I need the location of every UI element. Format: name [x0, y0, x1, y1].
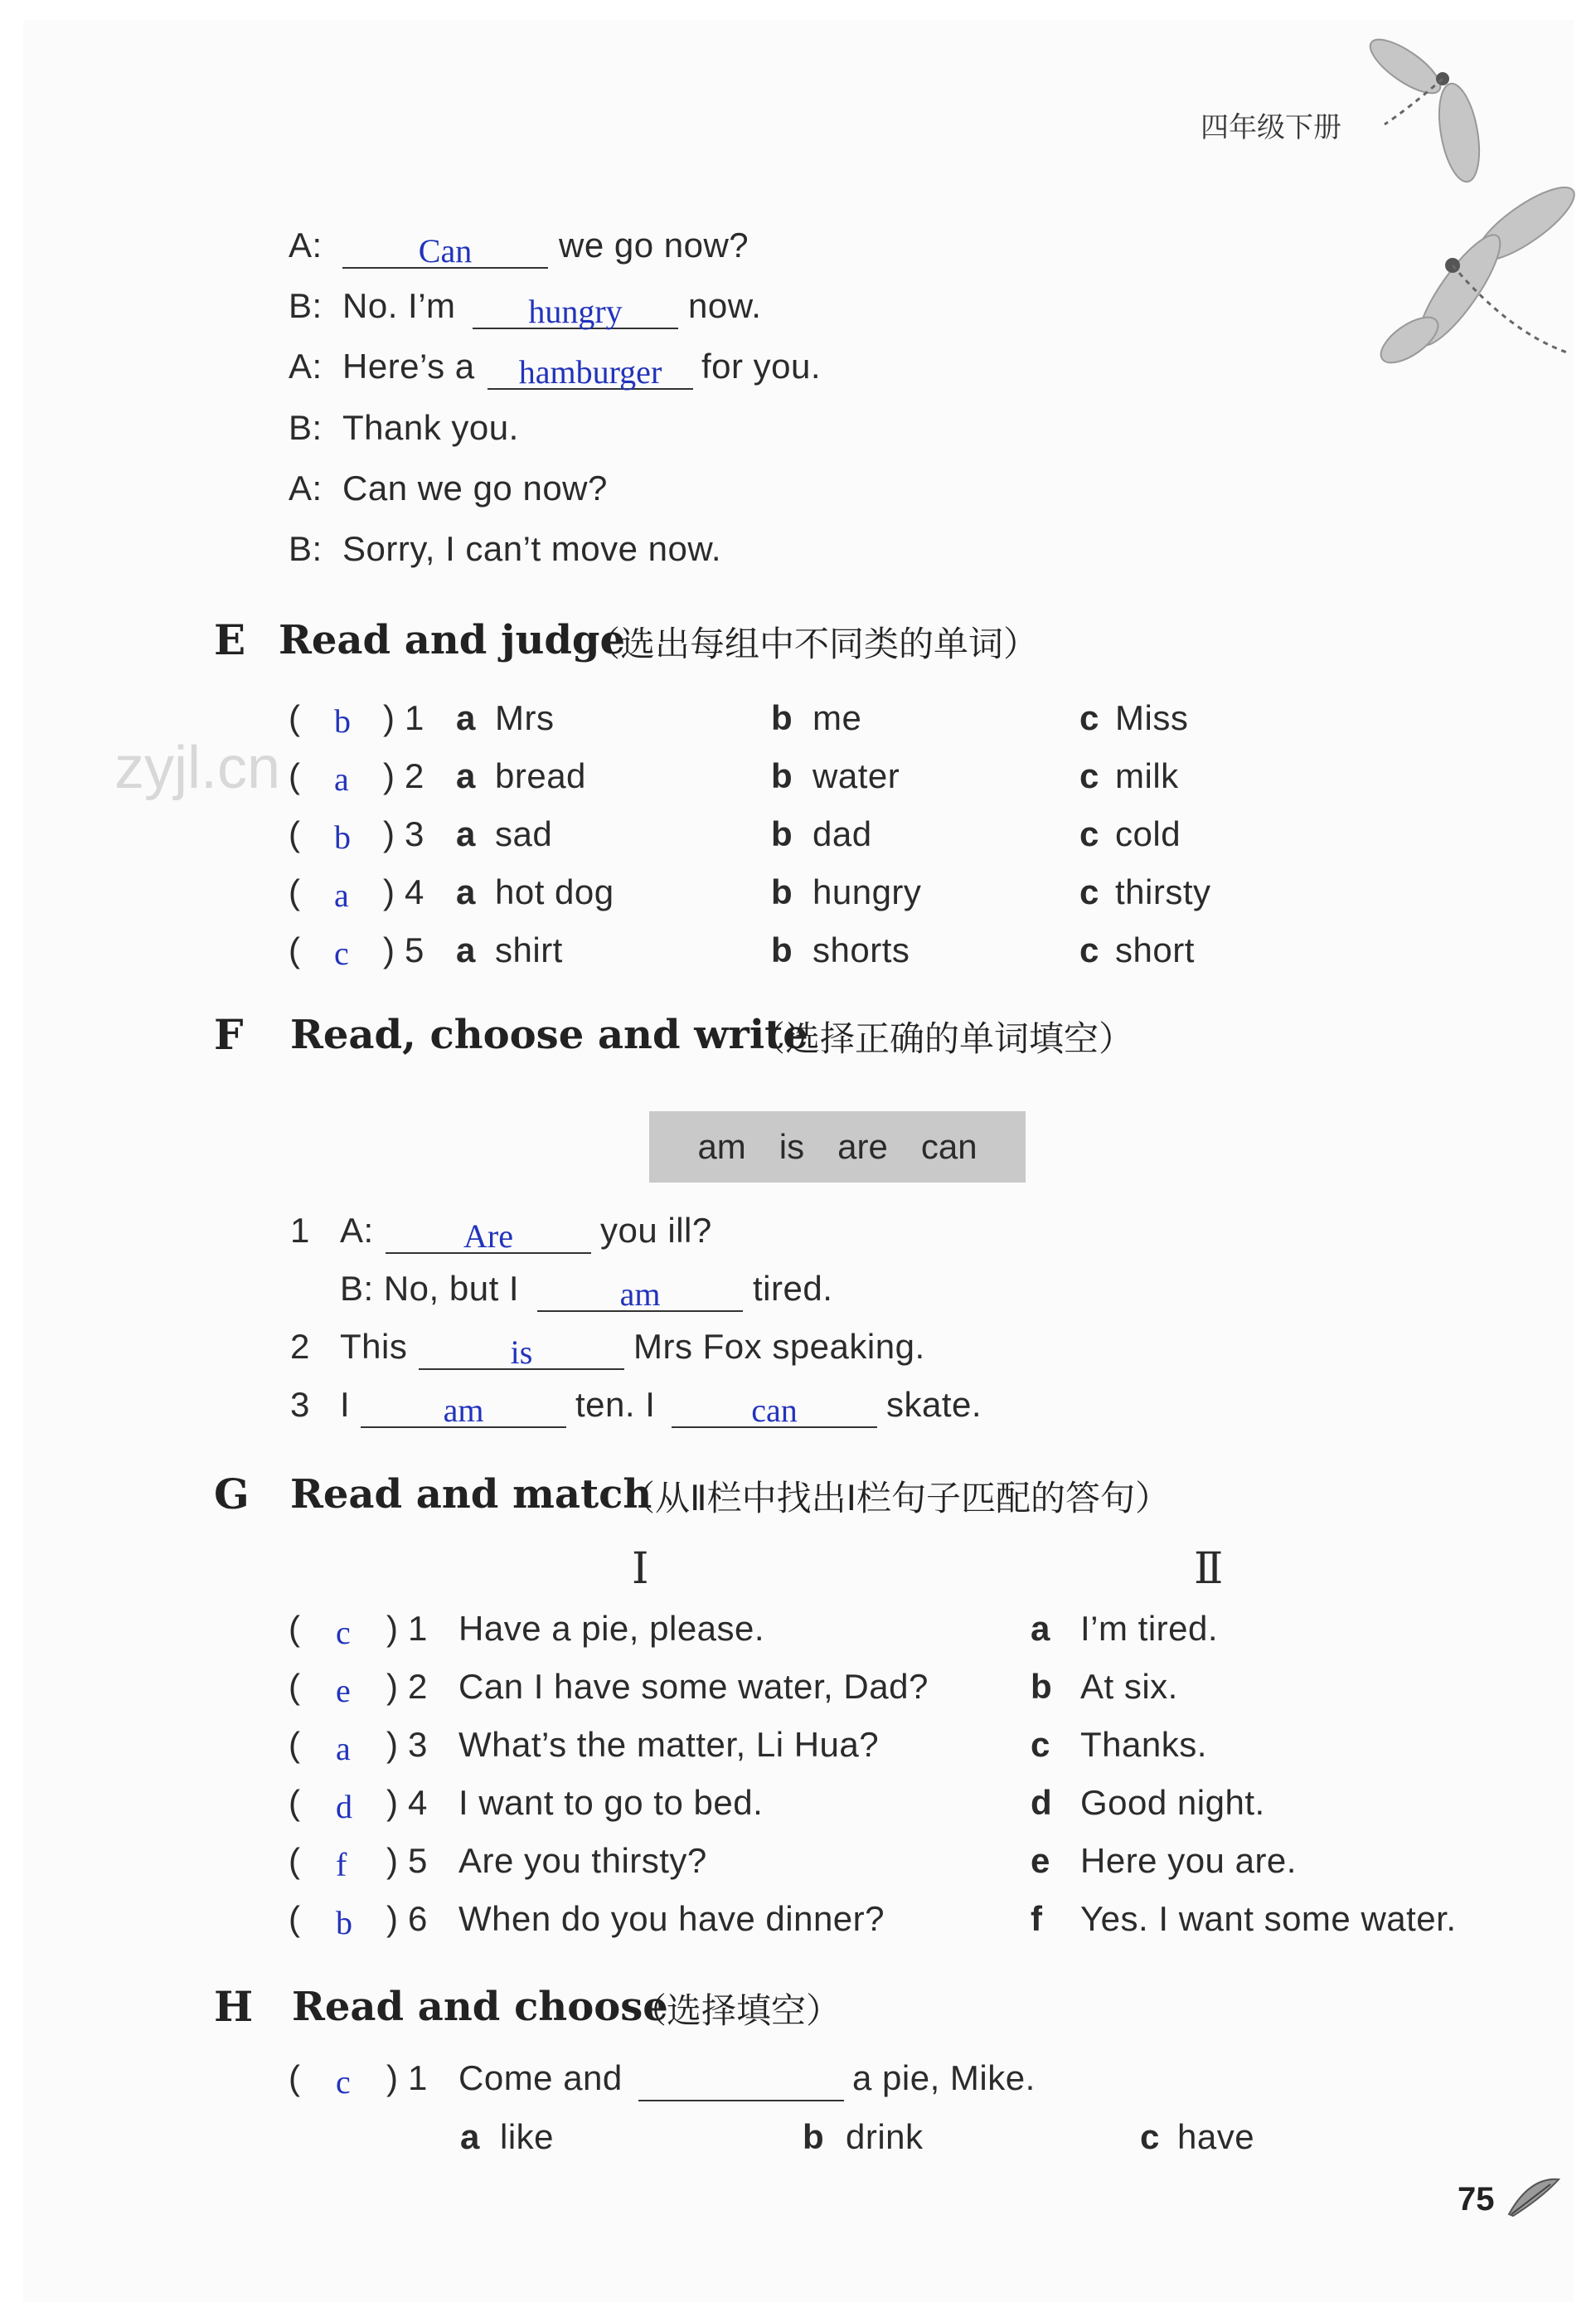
option-letter: a: [456, 814, 476, 853]
answer-paren-close: ): [386, 1667, 398, 1706]
handwritten-answer: am: [619, 1275, 661, 1313]
section-letter: F: [214, 1010, 244, 1059]
item-number: 1: [408, 1609, 428, 1648]
answer-paren-open: (: [289, 1841, 300, 1880]
dialogue-text: we go now?: [559, 226, 749, 265]
option-letter: a: [456, 698, 476, 737]
handwritten-answer: a: [334, 877, 349, 914]
handwritten-answer: is: [510, 1333, 533, 1371]
handwritten-answer: c: [334, 935, 349, 972]
answer-blank: [386, 1211, 591, 1254]
page-number: 75: [1458, 2181, 1495, 2218]
question-text: Come and: [458, 2058, 623, 2097]
section-title: Read and match: [290, 1471, 652, 1518]
option-letter: c: [1079, 814, 1099, 853]
answer-paren-close: ): [386, 1609, 398, 1648]
section-letter: H: [214, 1982, 254, 2031]
answer-paren-open: (: [289, 814, 300, 853]
answer-paren-open: (: [289, 756, 300, 795]
option-text: Mrs: [495, 698, 555, 737]
option-letter: a: [460, 2117, 480, 2156]
answer-paren-open: (: [289, 1783, 300, 1822]
section-title: Read, choose and write: [290, 1012, 808, 1058]
option-text: short: [1115, 930, 1195, 969]
dialogue-text: Thank you.: [342, 408, 519, 447]
dialogue-speaker: A:: [289, 347, 323, 386]
question-text: B: No, but I: [340, 1269, 520, 1308]
answer-paren-close: ): [386, 2058, 398, 2097]
option-text: Good night.: [1080, 1783, 1265, 1822]
handwritten-answer: am: [443, 1392, 484, 1429]
answer-paren-close: ): [383, 872, 395, 911]
word-bank-item: are: [837, 1127, 888, 1166]
option-letter: b: [771, 756, 793, 795]
option-text: dad: [813, 814, 872, 853]
answer-blank: [638, 2058, 844, 2101]
item-number: 4: [408, 1783, 428, 1822]
dragonfly-icon: [1360, 17, 1584, 381]
option-text: have: [1177, 2117, 1255, 2156]
option-letter: b: [1031, 1667, 1052, 1706]
word-bank-item: can: [920, 1127, 977, 1166]
item-number: 5: [405, 930, 424, 969]
handwritten-answer: d: [336, 1788, 352, 1825]
item-number: 3: [408, 1725, 428, 1764]
option-letter: a: [456, 872, 476, 911]
option-letter: c: [1079, 756, 1099, 795]
option-text: shorts: [813, 930, 910, 969]
option-letter: c: [1079, 930, 1099, 969]
leaf-icon: [1505, 2173, 1563, 2222]
section-letter: E: [214, 615, 246, 664]
question-text: What’s the matter, Li Hua?: [458, 1725, 880, 1764]
section-title: Read and choose: [292, 1984, 668, 2030]
answer-paren-open: (: [289, 930, 300, 969]
answer-paren-open: (: [289, 2058, 300, 2097]
option-letter: a: [1031, 1609, 1050, 1648]
handwritten-answer: a: [334, 760, 349, 798]
dialogue-speaker: A:: [340, 1211, 374, 1250]
item-number: 3: [405, 814, 424, 853]
section-letter: G: [214, 1469, 250, 1518]
answer-paren-close: ): [386, 1899, 398, 1938]
question-text: When do you have dinner?: [458, 1899, 885, 1938]
item-number: 1: [290, 1211, 310, 1250]
watermark: zyjl.cn: [114, 735, 281, 801]
dialogue-text: Can we go now?: [342, 469, 608, 508]
answer-blank: [672, 1385, 877, 1428]
handwritten-answer: Are: [463, 1217, 513, 1255]
handwritten-answer: e: [336, 1672, 351, 1709]
dialogue-speaker: B:: [289, 286, 323, 325]
question-text: ten. I: [575, 1385, 656, 1424]
answer-paren-close: ): [386, 1841, 398, 1880]
option-letter: c: [1031, 1725, 1050, 1764]
option-letter: f: [1031, 1899, 1042, 1938]
handwritten-answer: a: [336, 1730, 351, 1767]
option-letter: b: [771, 872, 793, 911]
handwritten-answer: b: [334, 819, 351, 856]
question-text: Are you thirsty?: [458, 1841, 707, 1880]
answer-paren-open: (: [289, 1725, 300, 1764]
option-text: milk: [1115, 756, 1179, 795]
answer-blank: [342, 226, 548, 269]
answer-paren-close: ): [383, 756, 395, 795]
answer-paren-close: ): [383, 930, 395, 969]
question-text: Have a pie, please.: [458, 1609, 765, 1648]
answer-blank: [419, 1327, 624, 1370]
handwritten-answer: b: [334, 702, 351, 740]
option-text: sad: [495, 814, 553, 853]
answer-paren-open: (: [289, 872, 300, 911]
option-letter: a: [456, 756, 476, 795]
option-letter: b: [771, 814, 793, 853]
option-text: Yes. I want some water.: [1080, 1899, 1457, 1938]
handwritten-answer: hungry: [528, 293, 623, 330]
option-letter: b: [771, 930, 793, 969]
column-label: Ⅰ: [632, 1546, 649, 1593]
answer-paren-open: (: [289, 1899, 300, 1938]
grade-label: 四年级下册: [1201, 111, 1341, 144]
answer-paren-close: ): [386, 1725, 398, 1764]
option-text: Miss: [1115, 698, 1189, 737]
section-subtitle: （从Ⅱ栏中找出Ⅰ栏句子匹配的答句）: [620, 1478, 1171, 1518]
question-text: I want to go to bed.: [458, 1783, 764, 1822]
option-text: Here you are.: [1080, 1841, 1297, 1880]
dialogue-text: Here’s a: [342, 347, 475, 386]
question-text: Mrs Fox speaking.: [633, 1327, 925, 1366]
item-number: 5: [408, 1841, 428, 1880]
dialogue-speaker: A:: [289, 226, 323, 265]
word-bank-item: am: [697, 1127, 746, 1166]
option-text: cold: [1115, 814, 1181, 853]
option-text: Thanks.: [1080, 1725, 1207, 1764]
handwritten-answer: can: [751, 1392, 798, 1429]
answer-paren-open: (: [289, 1609, 300, 1648]
dialogue-text: No. I’m: [342, 286, 456, 325]
handwritten-answer: Can: [418, 232, 473, 270]
item-number: 1: [405, 698, 424, 737]
item-number: 1: [408, 2058, 428, 2097]
dialogue-speaker: A:: [289, 469, 323, 508]
option-letter: c: [1140, 2117, 1160, 2156]
item-number: 6: [408, 1899, 428, 1938]
option-text: drink: [846, 2117, 924, 2156]
dialogue-speaker: B:: [289, 529, 323, 568]
dialogue-text: now.: [688, 286, 762, 325]
handwritten-answer: b: [336, 1904, 352, 1941]
question-text: you ill?: [600, 1211, 712, 1250]
dialogue-text: Sorry, I can’t move now.: [342, 529, 722, 568]
dialogue-text: for you.: [701, 347, 822, 386]
answer-blank: [361, 1385, 566, 1428]
option-text: At six.: [1080, 1667, 1178, 1706]
option-text: thirsty: [1115, 872, 1211, 911]
section-subtitle: （选择填空）: [632, 1990, 842, 2031]
question-text: I: [340, 1385, 351, 1424]
item-number: 2: [405, 756, 424, 795]
item-number: 2: [408, 1667, 428, 1706]
answer-blank: [537, 1269, 743, 1312]
section-title: Read and judge: [279, 617, 626, 663]
section-subtitle: （选出每组中不同类的单词）: [585, 624, 1039, 664]
option-letter: b: [803, 2117, 824, 2156]
answer-blank: [473, 286, 678, 329]
question-text: skate.: [886, 1385, 982, 1424]
dialogue-speaker: B:: [289, 408, 323, 447]
question-text: This: [340, 1327, 408, 1366]
handwritten-answer: c: [336, 2063, 351, 2101]
question-text: Can I have some water, Dad?: [458, 1667, 929, 1706]
option-letter: e: [1031, 1841, 1050, 1880]
question-text: a pie, Mike.: [852, 2058, 1036, 2097]
question-text: tired.: [753, 1269, 833, 1308]
item-number: 2: [290, 1327, 310, 1366]
option-text: shirt: [495, 930, 563, 969]
answer-paren-open: (: [289, 1667, 300, 1706]
answer-paren-close: ): [383, 698, 395, 737]
section-subtitle: （选择正确的单词填空）: [750, 1018, 1134, 1059]
item-number: 3: [290, 1385, 310, 1424]
option-letter: a: [456, 930, 476, 969]
option-text: like: [500, 2117, 555, 2156]
option-letter: c: [1079, 698, 1099, 737]
answer-paren-close: ): [386, 1783, 398, 1822]
option-letter: c: [1079, 872, 1099, 911]
option-text: bread: [495, 756, 586, 795]
answer-paren-open: (: [289, 698, 300, 737]
option-text: hungry: [813, 872, 922, 911]
option-text: I’m tired.: [1080, 1609, 1219, 1648]
handwritten-answer: hamburger: [518, 353, 662, 391]
option-text: water: [813, 756, 900, 795]
word-bank-item: is: [779, 1127, 805, 1166]
handwritten-answer: c: [336, 1614, 351, 1651]
word-bank: [649, 1111, 1026, 1183]
option-letter: d: [1031, 1783, 1052, 1822]
option-text: hot dog: [495, 872, 614, 911]
answer-paren-close: ): [383, 814, 395, 853]
handwritten-answer: f: [336, 1846, 347, 1883]
answer-blank: [488, 347, 693, 390]
item-number: 4: [405, 872, 424, 911]
option-text: me: [813, 698, 862, 737]
option-letter: b: [771, 698, 793, 737]
column-label: Ⅱ: [1194, 1546, 1224, 1593]
